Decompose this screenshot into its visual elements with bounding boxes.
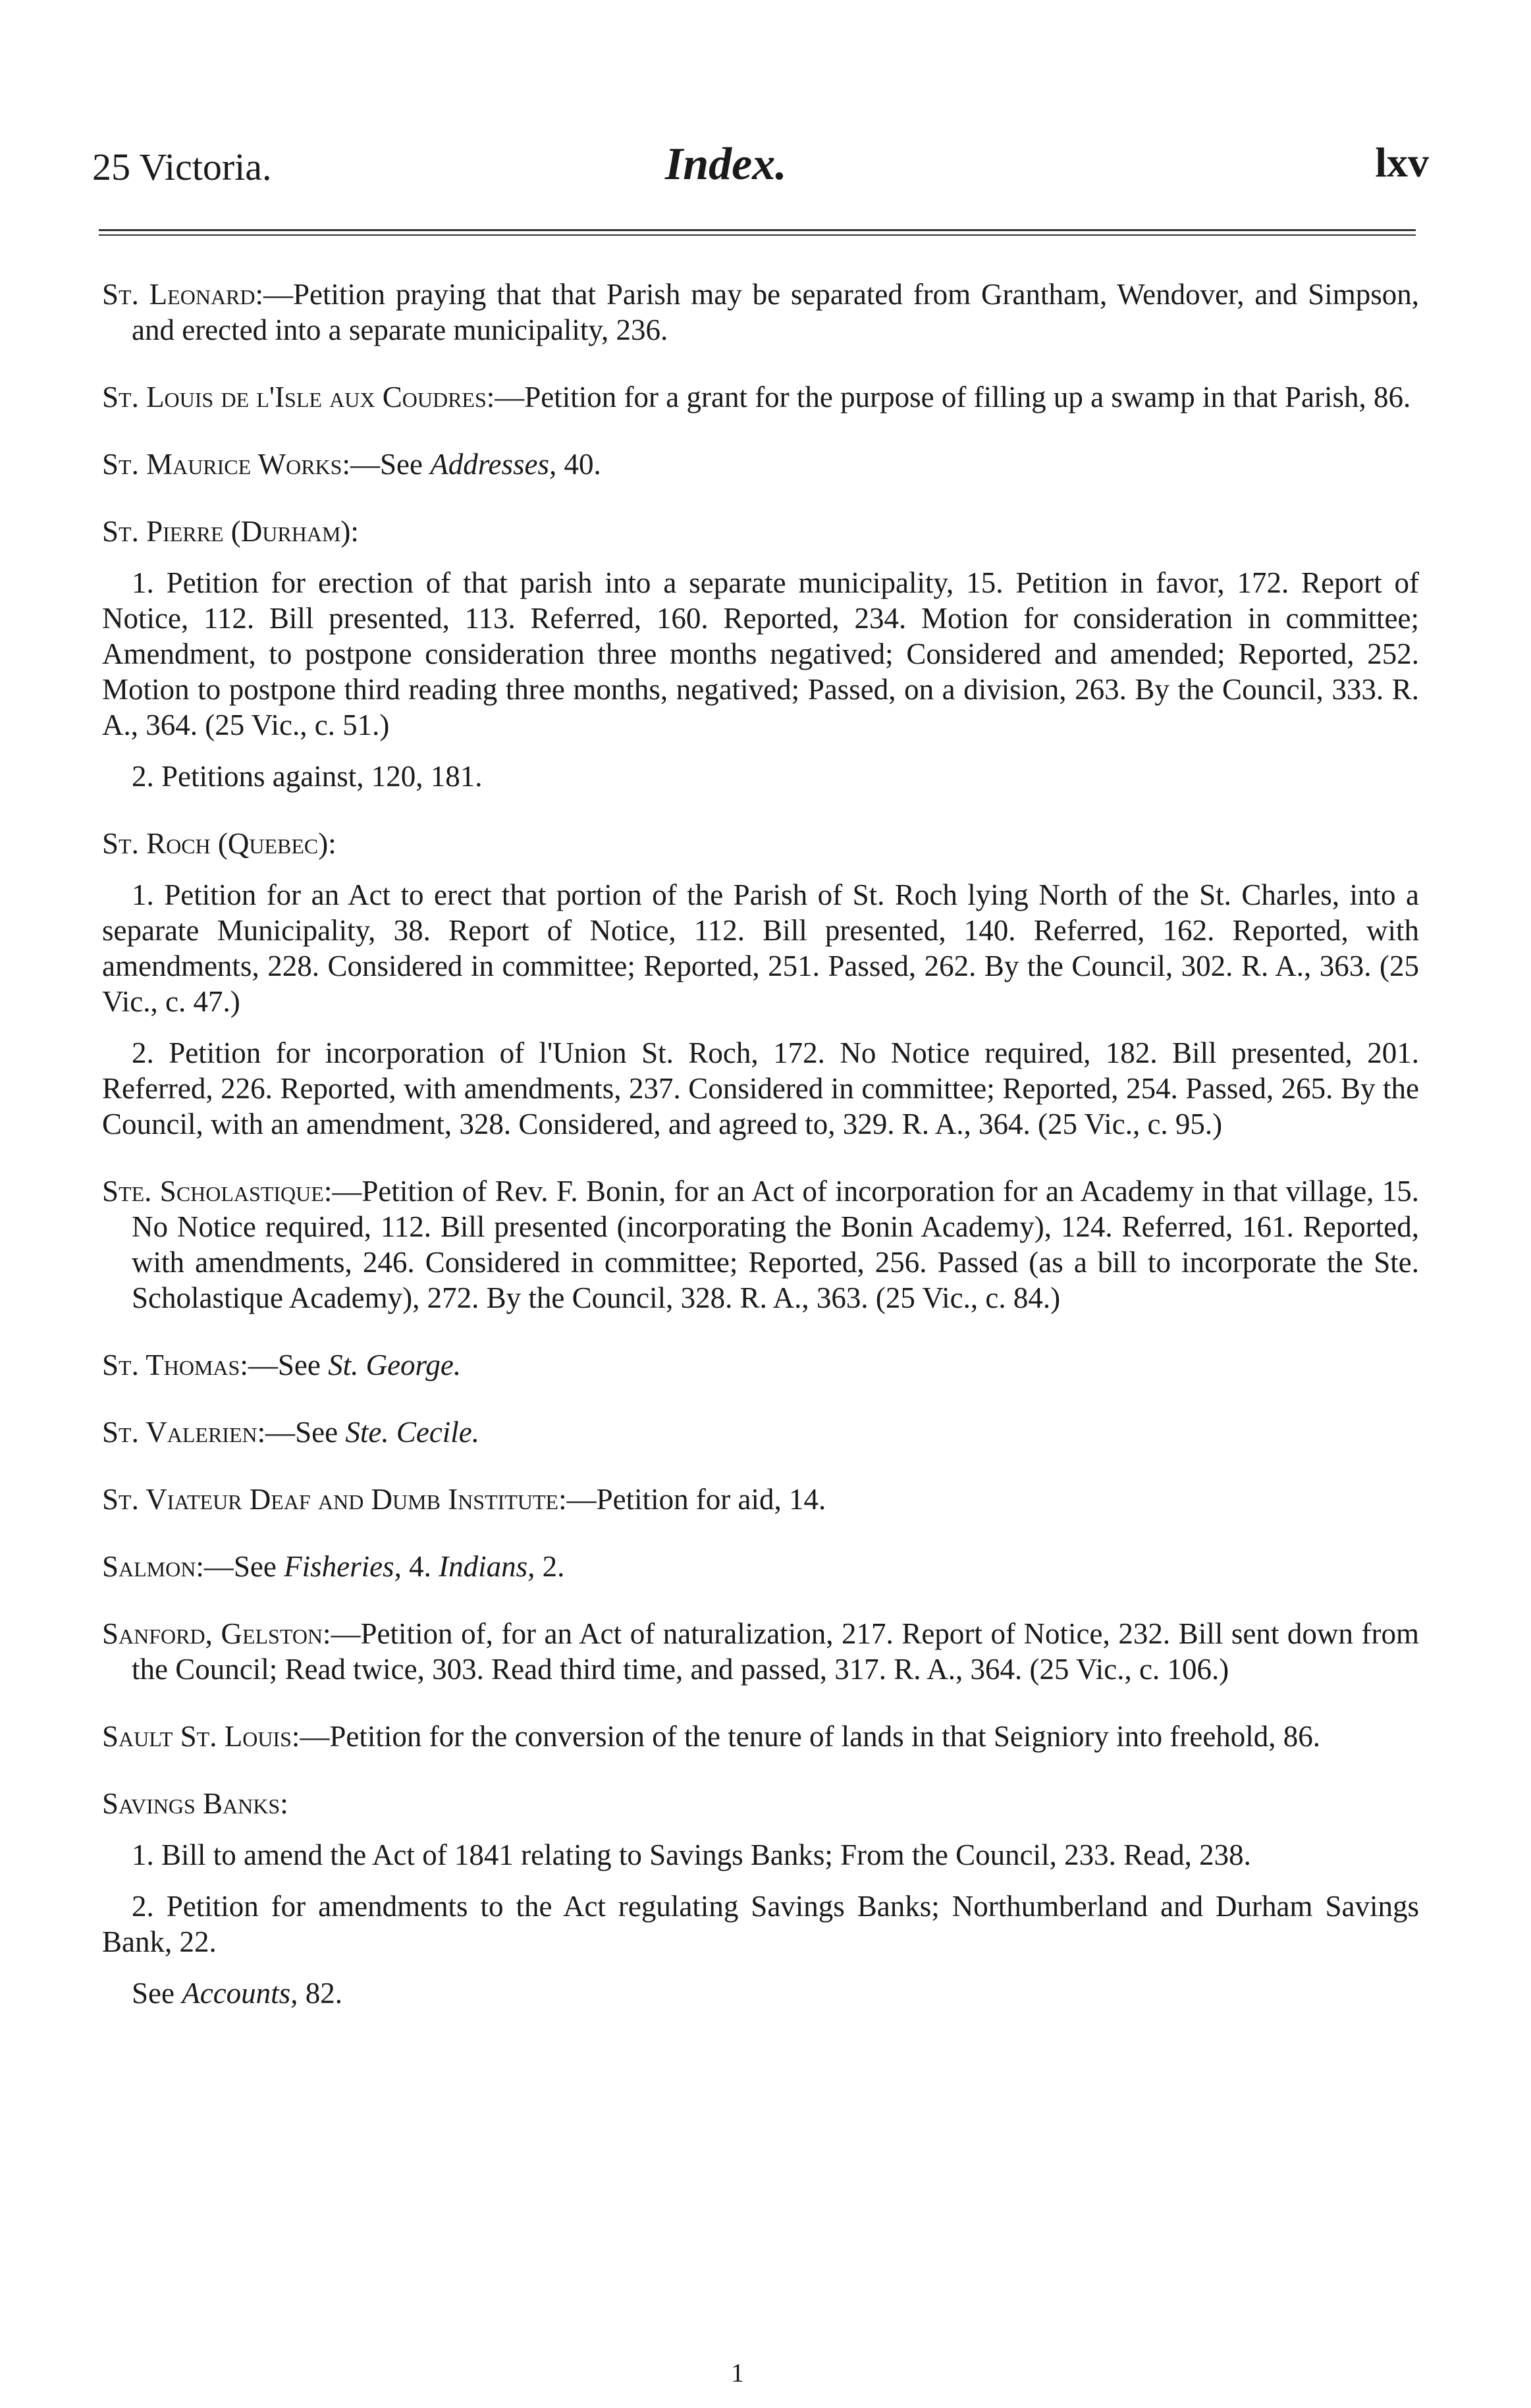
index-subentry: [102, 565, 1419, 743]
index-entry: [102, 379, 1419, 415]
subentry-text: 2. Petition for incorporation of l'Union St. Roch, 172. No Notice required, 182. Bill presented, 201. Referred, 226. Reported, with amendments, 237. Considered in committee; Reported, 254. Passed, 265. By the Council, with an amendment, 328. Considered, and agreed to, 329. R. A., 364. (25 Vic., c. 95.): [102, 1036, 1419, 1140]
header-rule-bottom: [99, 234, 1416, 236]
subentry-text: 1. Bill to amend the Act of 1841 relating to Savings Banks; From the Council, 233. Read, 238.: [132, 1838, 1251, 1871]
index-entry: [102, 514, 1419, 549]
entry-heading: Salmon: [102, 1550, 196, 1583]
entry-text-tail: 4.: [401, 1550, 439, 1583]
entry-text: :—Petition of, for an Act of naturalization, 217. Report of Notice, 232. Bill sent down from the Council; Read twice, 303. Read third time, and passed, 317. R. A., 364. (25 Vic., c. 106.): [132, 1617, 1419, 1686]
page-header: [92, 132, 1429, 198]
index-entry: [102, 826, 1419, 861]
header-rule-top: [99, 229, 1416, 231]
index-entry: [102, 277, 1419, 348]
index-entry: [102, 1616, 1419, 1687]
index-entry: [102, 1549, 1419, 1584]
entry-text-tail: 2.: [535, 1550, 565, 1583]
index-entry: [102, 1173, 1419, 1316]
entry-cross-reference: Fisheries,: [284, 1550, 402, 1583]
entry-text: :—See: [342, 448, 431, 481]
entry-text: :—See: [240, 1349, 329, 1381]
index-entry: [102, 1414, 1419, 1450]
entry-text: :: [280, 1787, 288, 1820]
entry-heading: St. Louis de l'Isle aux Coudres: [102, 381, 487, 414]
entry-cross-reference: Accounts,: [182, 1977, 298, 2010]
entry-heading: St. Roch (Quebec): [102, 827, 329, 860]
entry-text-tail: 82.: [298, 1977, 342, 2010]
entry-heading: St. Thomas: [102, 1349, 240, 1381]
header-volume: 25 Victoria.: [92, 146, 272, 188]
subentry-text: 2. Petitions against, 120, 181.: [132, 760, 483, 793]
entry-text: :: [350, 515, 359, 548]
subentry-text: See: [132, 1977, 182, 2010]
entry-text: :—See: [257, 1416, 346, 1449]
index-entry: [102, 1786, 1419, 1821]
entry-heading: St. Valerien: [102, 1416, 257, 1449]
entry-cross-reference: Ste. Cecile.: [345, 1416, 480, 1449]
entry-text: :—Petition for the conversion of the tenure of lands in that Seigniory into freehold, 86.: [291, 1720, 1321, 1753]
index-subentry: [102, 1975, 1419, 2011]
entry-heading: Ste. Scholastique: [102, 1175, 324, 1208]
entry-heading: Sanford, Gelston: [102, 1617, 323, 1650]
entry-heading: Sault St. Louis: [102, 1720, 292, 1753]
entry-cross-reference: Addresses,: [430, 448, 557, 481]
entry-cross-reference: Indians,: [439, 1550, 535, 1583]
entry-heading: St. Viateur Deaf and Dumb Institute: [102, 1483, 559, 1516]
index-entries: [102, 277, 1419, 2011]
entry-text: :: [328, 827, 336, 860]
entry-text: :—See: [196, 1550, 284, 1583]
entry-text: :—Petition of Rev. F. Bonin, for an Act of incorporation for an Academy in that village, 15. No Notice required, 112. Bill presented (incorporating the Bonin Academy), 124. Referred, 161. Reported, with amendments, 246. Considered in committee; Reported, 256. Passed (as a bill to incorporate the Ste. Scholastique Academy), 272. By the Council, 328. R. A., 363. (25 Vic., c. 84.): [132, 1175, 1419, 1314]
subentry-text: 2. Petition for amendments to the Act regulating Savings Banks; Northumberland and Durham Savings Bank, 22.: [102, 1890, 1419, 1958]
index-subentry: [102, 877, 1419, 1019]
entry-text: :—Petition for a grant for the purpose of filling up a swamp in that Parish, 86.: [486, 381, 1411, 414]
index-subentry: [102, 759, 1419, 794]
entry-heading: St. Maurice Works: [102, 448, 342, 481]
index-entry: [102, 1347, 1419, 1383]
header-title: Index.: [665, 139, 787, 190]
index-subentry: [102, 1035, 1419, 1142]
footer-mark: 1: [731, 2358, 744, 2388]
header-page-number: lxv: [1375, 139, 1429, 186]
entry-text: :—Petition praying that that Parish may be separated from Grantham, Wendover, and Simpson, and erected into a separate municipality, 236.: [132, 278, 1420, 346]
subentry-text: 1. Petition for erection of that parish into a separate municipality, 15. Petition in favor, 172. Report of Notice, 112. Bill presented, 113. Referred, 160. Reported, 234. Motion for consideration in committee; Amendment, to postpone consideration three months negatived; Considered and amended; Reported, 252. Motion to postpone third reading three months, negatived; Passed, on a division, 263. By the Council, 333. R. A., 364. (25 Vic., c. 51.): [102, 566, 1419, 741]
entry-text-tail: 40.: [556, 448, 601, 481]
entry-heading: Savings Banks: [102, 1787, 281, 1820]
index-entry: [102, 446, 1419, 482]
index-entry: [102, 1482, 1419, 1517]
entry-heading: St. Leonard: [102, 278, 255, 311]
index-subentry: [102, 1837, 1419, 1873]
index-entry: [102, 1719, 1419, 1754]
entry-text: :—Petition for aid, 14.: [558, 1483, 826, 1516]
entry-heading: St. Pierre (Durham): [102, 515, 351, 548]
subentry-text: 1. Petition for an Act to erect that portion of the Parish of St. Roch lying North of the St. Charles, into a separate Municipality, 38. Report of Notice, 112. Bill presented, 140. Referred, 162. Reported, with amendments, 228. Considered in committee; Reported, 251. Passed, 262. By the Council, 302. R. A., 363. (25 Vic., c. 47.): [102, 878, 1419, 1018]
index-subentry: [102, 1888, 1419, 1960]
entry-cross-reference: St. George.: [328, 1349, 462, 1381]
